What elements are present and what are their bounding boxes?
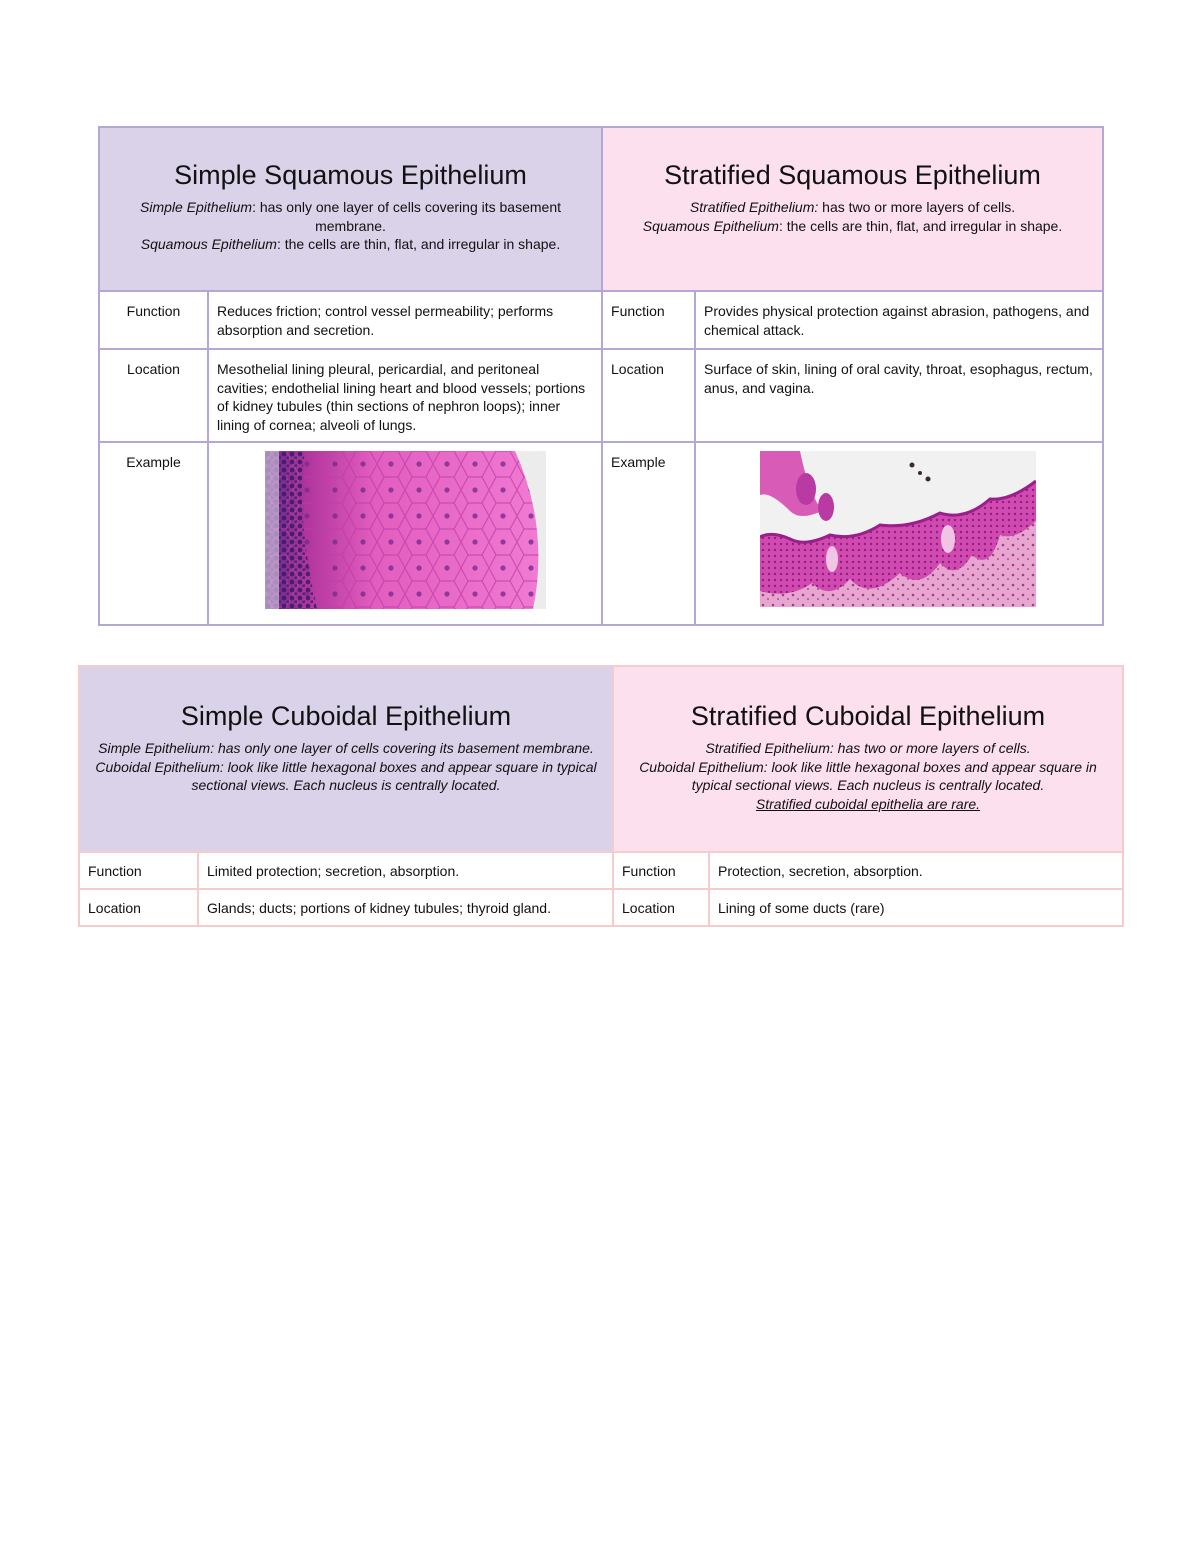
function-label: Function xyxy=(602,291,695,349)
term-text: : the cells are thin, flat, and irregular in shape. xyxy=(276,236,561,252)
simple-cuboidal-desc2: Cuboidal Epithelium: look like little hexagonal boxes and appear square in typical sectional views. Each nucleus is centrally located. xyxy=(95,758,597,793)
simple-squamous-header xyxy=(99,127,602,291)
term-text: has two or more layers of cells. xyxy=(818,199,1016,215)
location-label: Location xyxy=(602,349,695,442)
function-label: Function xyxy=(99,291,208,349)
term: Stratified Epithelium: xyxy=(689,199,819,215)
function-label: Function xyxy=(613,852,709,889)
stratified-squamous-desc2 xyxy=(609,217,1096,236)
location-value: Mesothelial lining pleural, pericardial, and peritoneal cavities; endothelial lining heart and blood vessels; portions of kidney tubules (thin sections of nephron loops); inner lining of cornea; alveoli of lungs. xyxy=(208,349,602,442)
squamous-table xyxy=(98,126,1104,626)
term: Squamous Epithelium xyxy=(642,217,779,234)
term-text: : has only one layer of cells covering its basement membrane. xyxy=(252,199,561,234)
location-label: Location xyxy=(613,889,709,926)
simple-squamous-micrograph xyxy=(265,451,546,609)
simple-cuboidal-header xyxy=(79,666,613,852)
location-label: Location xyxy=(79,889,198,926)
stratified-squamous-header xyxy=(602,127,1103,291)
example-label: Example xyxy=(99,442,208,625)
location-value: Lining of some ducts (rare) xyxy=(709,889,1123,926)
term-text: : the cells are thin, flat, and irregular in shape. xyxy=(778,217,1063,234)
stratified-cuboidal-note: Stratified cuboidal epithelia are rare. xyxy=(755,795,981,812)
location-value: Surface of skin, lining of oral cavity, throat, esophagus, rectum, anus, and vagina. xyxy=(695,349,1103,442)
stratified-cuboidal-desc2: Cuboidal Epithelium: look like little hexagonal boxes and appear square in typical sectional views. Each nucleus is centrally located. xyxy=(639,758,1097,793)
function-value: Protection, secretion, absorption. xyxy=(709,852,1123,889)
stratified-cuboidal-desc: Stratified Epithelium: has two or more layers of cells. xyxy=(705,740,1031,756)
function-value: Provides physical protection against abrasion, pathogens, and chemical attack. xyxy=(695,291,1103,349)
simple-cuboidal-title: Simple Cuboidal Epithelium xyxy=(180,701,512,731)
stratified-squamous-desc xyxy=(609,198,1096,217)
term: Simple Epithelium xyxy=(140,199,253,215)
location-label: Location xyxy=(99,349,208,442)
example-label: Example xyxy=(602,442,695,625)
example-image-cell xyxy=(695,442,1103,625)
simple-squamous-title: Simple Squamous Epithelium xyxy=(174,160,527,190)
function-value: Limited protection; secretion, absorption. xyxy=(198,852,613,889)
example-image-cell xyxy=(208,442,602,625)
location-value: Glands; ducts; portions of kidney tubules; thyroid gland. xyxy=(198,889,613,926)
stratified-squamous-micrograph xyxy=(760,451,1036,607)
function-label: Function xyxy=(79,852,198,889)
stratified-cuboidal-title: Stratified Cuboidal Epithelium xyxy=(690,701,1046,731)
stratified-squamous-title: Stratified Squamous Epithelium xyxy=(664,160,1041,190)
cuboidal-table xyxy=(78,665,1124,927)
simple-squamous-desc2 xyxy=(106,235,595,254)
simple-squamous-desc xyxy=(106,198,595,235)
simple-cuboidal-desc: Simple Epithelium: has only one layer of cells covering its basement membrane. xyxy=(98,740,594,756)
function-value: Reduces friction; control vessel permeability; performs absorption and secretion. xyxy=(208,291,602,349)
stratified-cuboidal-header xyxy=(613,666,1123,852)
term: Squamous Epithelium xyxy=(140,236,277,252)
